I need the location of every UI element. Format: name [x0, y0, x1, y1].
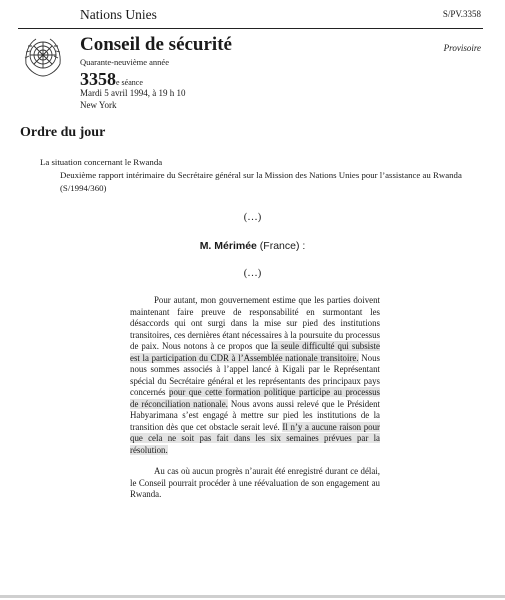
omission-marker-bottom: (…)	[243, 268, 262, 279]
highlighted-passage: la seule difficulté qui subsiste est la participation du CDR à l’Assemblée nationale transitoire.	[130, 341, 380, 363]
statement-segment: Pour autant, mon gouvernement estime que les parties doivent maintenant faire preuve de responsabilité en surmontant les désaccords qui ont surgi dans la mise sur pied des institutions transitoires, ces dernières étant nécessaires à la poursuite du processus de paix. Nous notons à ce propos que	[130, 295, 380, 351]
council-title: Conseil de sécurité	[80, 34, 232, 55]
speaker-name: M. Mérimée	[199, 240, 257, 252]
statement-paragraph-1	[130, 295, 380, 456]
provisional-status: Provisoire	[443, 43, 481, 53]
omission-marker-top: (…)	[243, 212, 262, 223]
highlighted-passage: pour que cette formation politique participe au processus de réconciliation nationale.	[130, 387, 381, 409]
session-year: Quarante-neuvième année	[80, 57, 169, 67]
meeting-suffix: e séance	[116, 78, 143, 87]
statement-paragraph-2: Au cas où aucun progrès n’aurait été enregistré durant ce délai, le Conseil pourrait procéder à une réévaluation de son engagement au Rwanda.	[130, 466, 380, 499]
page-bottom-edge	[0, 595, 505, 598]
document-symbol: S/PV.3358	[442, 9, 481, 19]
highlighted-passage: Il n’y a aucune raison pour que cela ne soit pas fait dans les six semaines prévues par la résolution.	[130, 421, 380, 455]
statement-segment: Nous avons aussi relevé que le Président Habyarimana s’est engagé à mettre sur pied les institutions de la transition dès que cet obstacle serait levé.	[130, 398, 380, 432]
organization-name: Nations Unies	[80, 7, 157, 22]
statement-segment: Nous nous sommes associés à l’appel lancé à Kigali par le Représentant spécial du Secrétaire général et les représentants des principaux pays concernés	[130, 352, 380, 397]
un-emblem-icon	[20, 34, 66, 80]
meeting-datetime: Mardi 5 avril 1994, à 19 h 10	[80, 88, 186, 98]
speaker-country: (France) :	[259, 240, 306, 252]
agenda-item-detail: Deuxième rapport intérimaire du Secrétaire général sur la Mission des Nations Unies pour l’assistance au Rwanda (S/1994/360)	[60, 170, 462, 193]
speaker-line	[0, 240, 505, 252]
header-divider	[18, 28, 483, 29]
meeting-number: 3358	[80, 69, 116, 89]
agenda-heading: Ordre du jour	[20, 125, 106, 140]
statement-text	[130, 295, 380, 511]
header-top	[80, 7, 481, 25]
agenda-item: La situation concernant le Rwanda	[40, 157, 163, 167]
meeting-place: New York	[80, 100, 117, 110]
